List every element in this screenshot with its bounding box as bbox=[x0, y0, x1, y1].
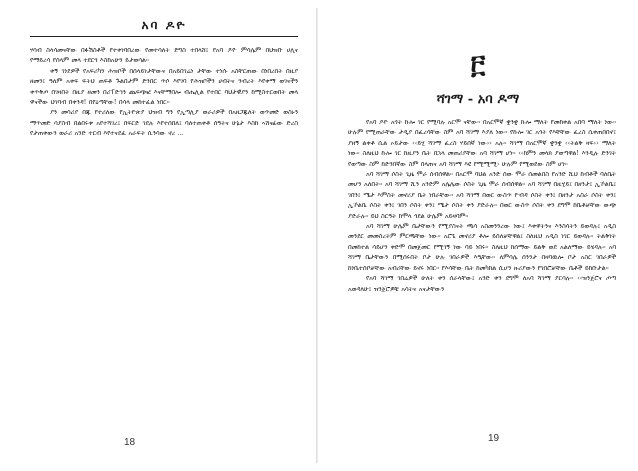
chapter-title: ሻገማ - አባ ዶማ bbox=[436, 92, 520, 107]
page-number: 19 bbox=[488, 433, 500, 444]
paragraph: ቀኝ ገነደዎች የአፍሪካን ሕዝቦች በሰላይነታቸውና በአይበገሬነ ታቸው ተነሱ አስቸርጠው በነበረበት በዚያ ዘመን፤ ዓለም አቀፍ ፍትህ ጠፍቶ ጉልበታም ድንበር ጥሶ እየገባ የሕዝቦችን ሀብትና ንብረት እየቀማ ወገናችን ቀጥቅጦ በገዛበት በዚያ ዘመን በሪፐድኅን ጨፍጭፎ እናቸማበሎ ብሔሊል የተበር ባህታዊያን ከሚስተርወበት መላ ዋናችው ህገባብ በቀንዳ! በየዕጣቸው! በሳላ መከተፈል ነበር፡፡ bbox=[30, 67, 298, 107]
paragraph: ሃሳብ ስላሳመናቸው በፋሽስቶች የተቀነባበረው የመተሳለት ድግስ ተበላሸ፤ የአባ ዶዮ ምሳሌም በህዝቡ ሀሊና የማይረሳ የሰላም መላ ተደርጎ እስከአሁን ይታወሳል፡፡ bbox=[30, 47, 298, 65]
page-number: 18 bbox=[124, 437, 136, 448]
right-page-body bbox=[348, 118, 616, 295]
paragraph: ያን መሳሪያ በጁ የተሪለው የኢትዮጵያ ህዝብ ግን የኢጣሊያ ወራሪዎች በአዘጋጁለት ወጥመድ ወስኑን ማጥመድ ሳያስብ በልበሩቱ አየተሻገረ፤ በፍርድ ገደሉ እየተሰበለ፤ ባለተጠቀቶ ሰዓትና ሁኔታ እስከ ኣሸናፊው ድረስ የታጠቀውን ወራሪ አንድ ተርብ እየተናደፈ አራፍት ሲንሳው ኖረ ... bbox=[30, 109, 298, 138]
header-rule bbox=[30, 36, 298, 37]
running-header: አባ ዶዮ bbox=[141, 18, 187, 32]
paragraph: አባ ሻገማ ሶስት ጊዜ ሞራ ሰብሰዋል፡፡ በአርሞ ባህል አንድ ሰው ሞራ ሰመልበስ የአንድ ሺህ ከብቶች ባለቤት መሆን አለበት፡፡ አባ ሻገማ ሺን አንድም አሌሌው ሶስት ጊዜ ሞራ ሰብሰዋል፡፡ አባ ሻገማ በዚሂይ፤ በዘንታ፤ ኢኾልቤ፤ ገበን፤ ሜታ እምስት መኖሪያ ቤት ነበራቸው፡፡ አባ ሻገማ በወር ውስጥ ዮብዳ ሶስት ቀን፤ በዘንታ አስራ ሶስት ቀን፤ ኢኾልቤ ሶስት ቀን፤ ገበን ሶስት ቀን፤ ሜታ ሶስት ቀን ያድራሉ፡፡ በወር ውስጥ ሶስት ቀን ደግሞ ከቤቶቻቸው ውጭ ያድራሉ፡፡ ይህ ስርዓት ከሞላ ጎደል ሁሌም አይዛባም፡፡ bbox=[348, 171, 616, 220]
paragraph: የአባ ሻገማ ገበሬዎች ሁለት ቀን ሰራላቸው፤ አንድ ቀን ደግሞ ለአባ ሻገማ ያርሳሉ፡፡ ‹‹ዝንጀሮና ጦጣ አወዳለሁ፤ ዝንጀሮዎቹ አሳትና አናታቸውን bbox=[348, 275, 616, 293]
left-page-body bbox=[30, 46, 298, 140]
left-page bbox=[0, 0, 316, 471]
right-page bbox=[318, 0, 638, 471]
paragraph: አባ ሻገማ ሁሌም ቤታቸውን የሚያስናት ጫሳ አስመንንረው ነው፤ እቀዋትንና እንስሳትን ይወዳሉ፤ አዲስ መንደር መመስረትም ምርጫቸው ነው፡፡ አሮጌ መኖሪያ ቶሎ ይሰለቻቸዋል፤ ስለዚህ አዲስ ነገር ይወዳሉ፡፡ ትልቅነት በመከተል ሳይሆን ቀድሞ በመጀመር የሚገኝ ነው ባይ ነበሩ፡፡ ስለዚህ ከሰማው ይልቅ ወደ አልለማው ይሄዳሉ፡፡ አባ ሻገማ ቤታቸውን በሚሰሩበት ቦታ ሁሉ ገበራዎች እዒቸው፡፡ ለምሳሌ ሰንንታ በዛባዉሎ ቦታ አስር ገበራዎች ከነቤተሰቦቻቸው አብሪቸው ይኖሩ ነበር፡፡ የእሳቸው ቤት ከመካከል ሲሆን ዙሪያውን የገበሮቻቸው ቤቶች ይከቡታል፡፡ bbox=[348, 223, 616, 272]
chapter-number: ፫ bbox=[470, 50, 486, 80]
paragraph: የአባ ዶዮ አጎት ኩሎ ገር የሚባሉ አርሞ ናቸው፡፡ በአርሞኛ ቋንቋ ኩሎ ማለት የመከቀል አበባ ማለት ነው፡፡ ሁሉም የሚጠራቸው ታዲያ በፈረሳቸው ስም አባ ሻገማ እያለ ነው፡፡ የኩሎ ገር አጎት የእቸቸው ፈረስ ሲቀጠበበኖ፤ ያዘኝ ልቀቶ ሲል ኦይታው ‹‹ይሂ ሻገማ ፈረስ ሃይሰኛ ነው›› አሉ፡፡ ሻገማ በአርሞኛ ቋንቋ ‹‹ትልቅ ዛፍ›› ማለት ነው፡፡ ስለዚህ ኩሎ ገር ከዚያን ቤት በኋላ መጠሪያቸው አባ ሻገማ ሆነ፡፡ ‹‹ከምን መላክ ያወጣዋል! እንዲሉ ድንገት የወጣው ስም ከድንበኛው ስም በላጠና አባ ሻገማ እዩ የሚሚሚ› ሁሉም የሚወደው ስም ሆነ፡፡ bbox=[348, 119, 616, 168]
